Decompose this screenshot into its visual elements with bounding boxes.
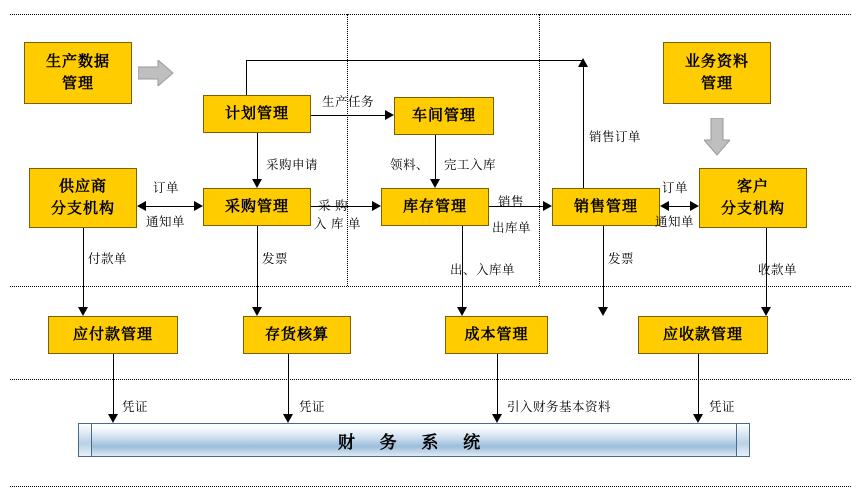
edge-sales-receivable <box>603 226 604 307</box>
label-purchase-in-2: 入 库 单 <box>314 217 361 231</box>
box-biz-data[interactable]: 业务资料 管理 <box>663 42 771 104</box>
arrowhead-cost-finance <box>492 414 502 423</box>
box-customer[interactable]: 客户 分支机构 <box>699 168 807 228</box>
box-plan[interactable]: 计划管理 <box>203 95 311 133</box>
edge-stockacct-finance <box>288 354 289 414</box>
arrowhead-inventory-cost <box>457 307 467 316</box>
box-prod-data[interactable]: 生产数据 管理 <box>24 42 132 104</box>
arrowhead-receivable-finance <box>693 414 703 423</box>
box-purchase[interactable]: 采购管理 <box>203 188 311 226</box>
divider-vertical-left <box>347 14 348 286</box>
box-inventory[interactable]: 库存管理 <box>381 188 489 226</box>
box-workshop[interactable]: 车间管理 <box>394 97 494 135</box>
finance-system-label: 财 务 系 统 <box>337 432 491 452</box>
label-notice-right: 通知单 <box>655 215 695 229</box>
box-sales[interactable]: 销售管理 <box>552 188 660 226</box>
arrowhead-stockacct-finance <box>283 414 293 423</box>
label-voucher-1: 凭证 <box>122 400 149 414</box>
label-receipt-slip: 收款单 <box>758 263 798 277</box>
label-invoice-left: 发票 <box>262 252 289 266</box>
edge-plan-up <box>246 60 247 95</box>
label-finance-basic: 引入财务基本资料 <box>507 400 612 414</box>
label-sales-out-1: 销售 <box>498 195 525 209</box>
arrowhead-supplier-purchase-right <box>194 201 203 211</box>
label-prod-task: 生产任务 <box>322 95 375 109</box>
box-payable[interactable]: 应付款管理 <box>48 316 178 354</box>
edge-top-rail <box>246 60 583 61</box>
arrowhead-supplier-payable <box>78 307 88 316</box>
fat-arrow-right <box>138 60 174 86</box>
arrowhead-sales-up <box>578 58 588 67</box>
label-sales-out-2: 出库单 <box>492 221 532 235</box>
label-order-left: 订单 <box>153 181 180 195</box>
arrowhead-customer-receivable <box>761 307 771 316</box>
box-receivable[interactable]: 应收款管理 <box>638 316 768 354</box>
finance-system-bar[interactable] <box>78 423 750 457</box>
bar-cap-right <box>736 424 749 456</box>
label-voucher-2: 凭证 <box>299 400 326 414</box>
label-finish-in: 完工入库 <box>444 158 497 172</box>
label-notice-left: 通知单 <box>146 215 186 229</box>
arrowhead-plan-workshop <box>385 110 394 120</box>
divider-lower <box>10 379 851 380</box>
divider-mid <box>10 286 851 287</box>
label-purchase-request: 采购申请 <box>266 158 319 172</box>
divider-vertical-right <box>539 14 540 286</box>
arrowhead-purchase-stockacct <box>252 307 262 316</box>
arrowhead-sales-customer-left <box>660 201 669 211</box>
edge-plan-purchase <box>257 133 258 179</box>
box-cost[interactable]: 成本管理 <box>445 316 548 354</box>
edge-cost-finance <box>497 354 498 414</box>
arrowhead-plan-purchase <box>252 179 262 188</box>
label-pick-material: 领料、 <box>390 158 430 172</box>
arrowhead-sales-customer-right <box>690 201 699 211</box>
label-in-out-slip: 出、入库单 <box>450 263 516 277</box>
arrowhead-workshop-inventory <box>430 179 440 188</box>
edge-receivable-finance <box>698 354 699 414</box>
edge-sales-customer <box>668 206 692 207</box>
edge-workshop-inventory <box>435 135 436 179</box>
label-sales-order: 销售订单 <box>589 130 642 144</box>
arrowhead-inventory-sales <box>543 201 552 211</box>
edge-supplier-payable <box>83 228 84 307</box>
edge-supplier-purchase <box>146 206 194 207</box>
arrowhead-purchase-inventory <box>372 201 381 211</box>
fat-arrow-down <box>704 118 730 156</box>
edge-plan-workshop <box>311 115 385 116</box>
bar-cap-left <box>79 424 92 456</box>
edge-purchase-stockacct <box>257 226 258 307</box>
label-payment-slip: 付款单 <box>88 252 128 266</box>
label-invoice-right: 发票 <box>608 252 635 266</box>
arrowhead-supplier-purchase-left <box>137 201 146 211</box>
edge-sales-up <box>583 66 584 188</box>
divider-top <box>10 14 851 15</box>
box-stock-accounting[interactable]: 存货核算 <box>243 316 351 354</box>
label-order-right: 订单 <box>662 181 689 195</box>
arrowhead-payable-finance <box>108 414 118 423</box>
divider-bottom <box>10 486 851 487</box>
edge-payable-finance <box>113 354 114 414</box>
arrowhead-sales-receivable <box>598 307 608 316</box>
label-voucher-3: 凭证 <box>709 400 736 414</box>
box-supplier[interactable]: 供应商 分支机构 <box>29 168 137 228</box>
label-purchase-in-1: 采 购 <box>318 199 348 213</box>
